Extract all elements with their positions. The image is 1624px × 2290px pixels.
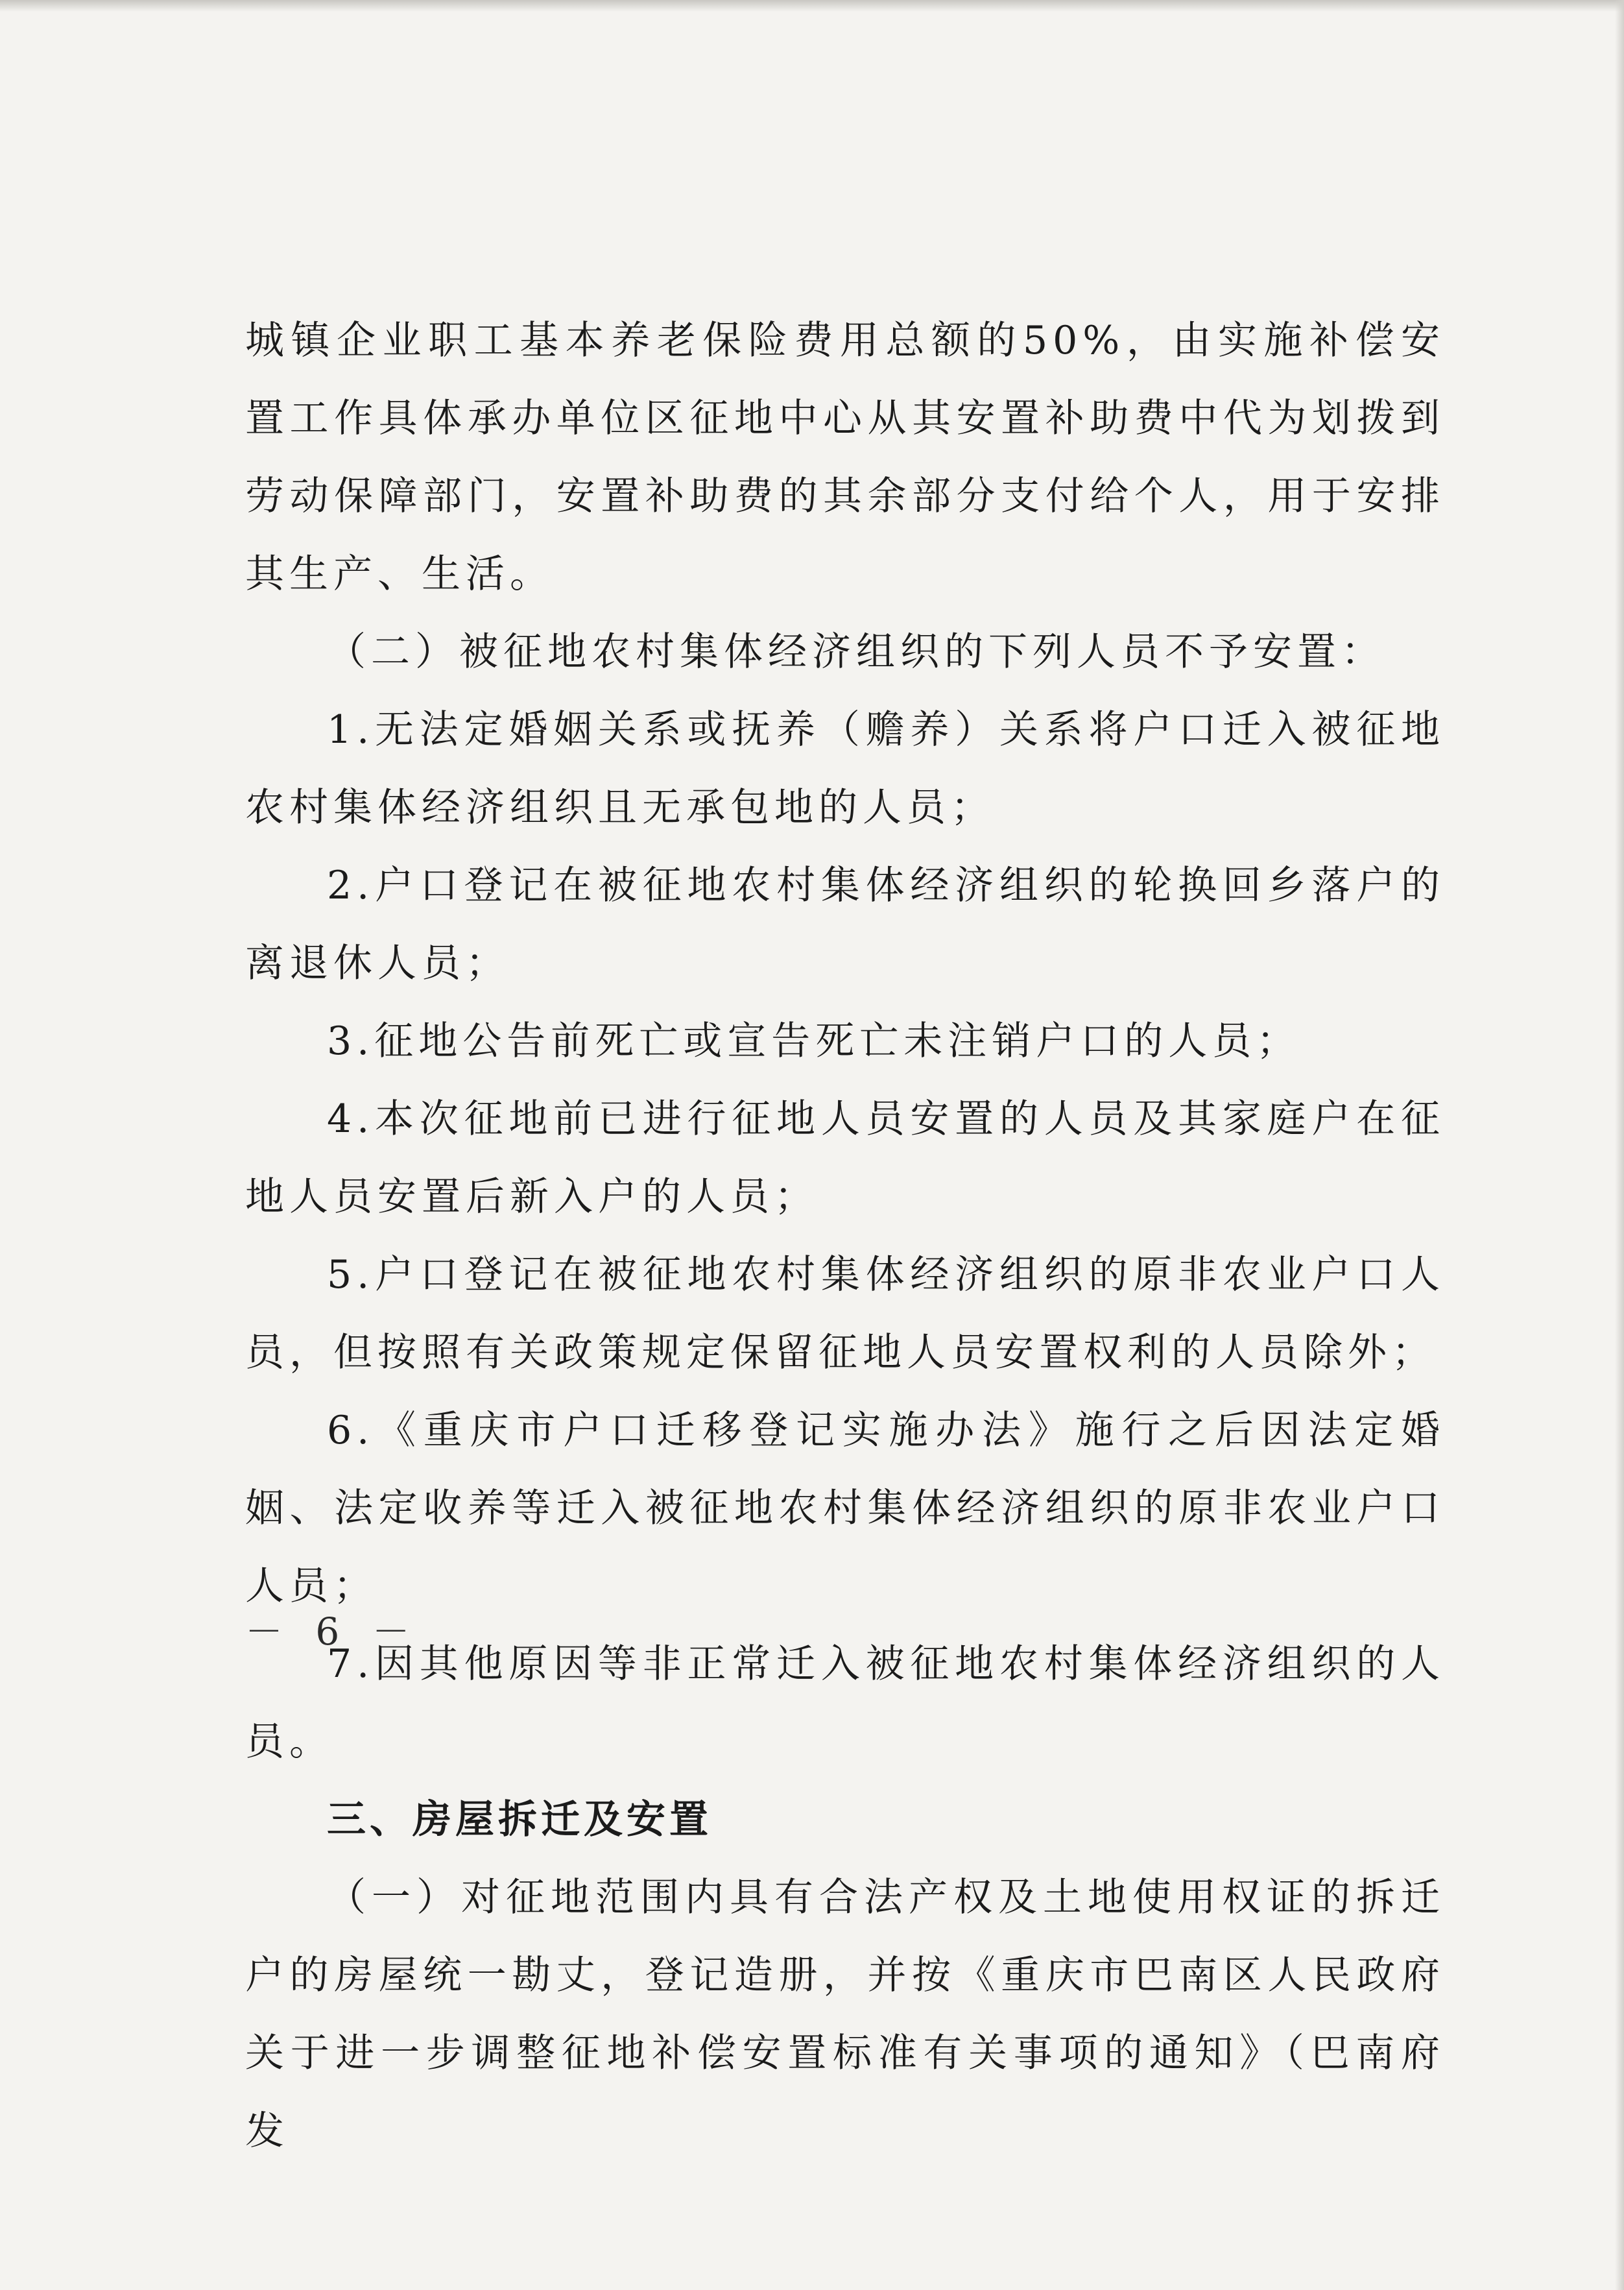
list-item: 5.户口登记在被征地农村集体经济组织的原非农业户口人员，但按照有关政策规定保留征地人员安置权利的人员除外；: [245, 1252, 1445, 1375]
list-item: 4.本次征地前已进行征地人员安置的人员及其家庭户在征地人员安置后新入户的人员；: [245, 1096, 1445, 1220]
scan-edge-right: [1615, 0, 1624, 2290]
paragraph-after-heading: （一）对征地范围内具有合法产权及土地使用权证的拆迁户的房屋统一勘丈，登记造册，并按《重庆市巴南区人民政府关于进一步调整征地补偿安置标准有关事项的通知》（巴南府发: [245, 1875, 1445, 2154]
list-item: 3.征地公告前死亡或宣告死亡未注销户口的人员；: [327, 1018, 1301, 1064]
page-number: － 6 －: [245, 1609, 420, 1654]
list-item: 1.无法定婚姻关系或抚养（赡养）关系将户口迁入被征地农村集体经济组织且无承包地的人员；: [245, 707, 1445, 830]
scan-edge-top: [0, 0, 1624, 12]
document-body: [245, 302, 1445, 2170]
list-item: 6.《重庆市户口迁移登记实施办法》施行之后因法定婚姻、法定收养等迁入被征地农村集体经济组织的原非农业户口人员；: [245, 1408, 1445, 1609]
paragraph-section-2: （二）被征地农村集体经济组织的下列人员不予安置：: [327, 629, 1385, 675]
paragraph-continuation: 城镇企业职工基本养老保险费用总额的50%，由实施补偿安置工作具体承办单位区征地中心从其安置补助费中代为划拨到劳动保障部门，安置补助费的其余部分支付给个人，用于安排其生产、生活。: [245, 318, 1445, 597]
list-item: 2.户口登记在被征地农村集体经济组织的轮换回乡落户的离退休人员；: [245, 863, 1445, 986]
list-item: 7.因其他原因等非正常迁入被征地农村集体经济组织的人员。: [245, 1641, 1445, 1765]
section-heading-3: 三、房屋拆迁及安置: [327, 1797, 712, 1842]
